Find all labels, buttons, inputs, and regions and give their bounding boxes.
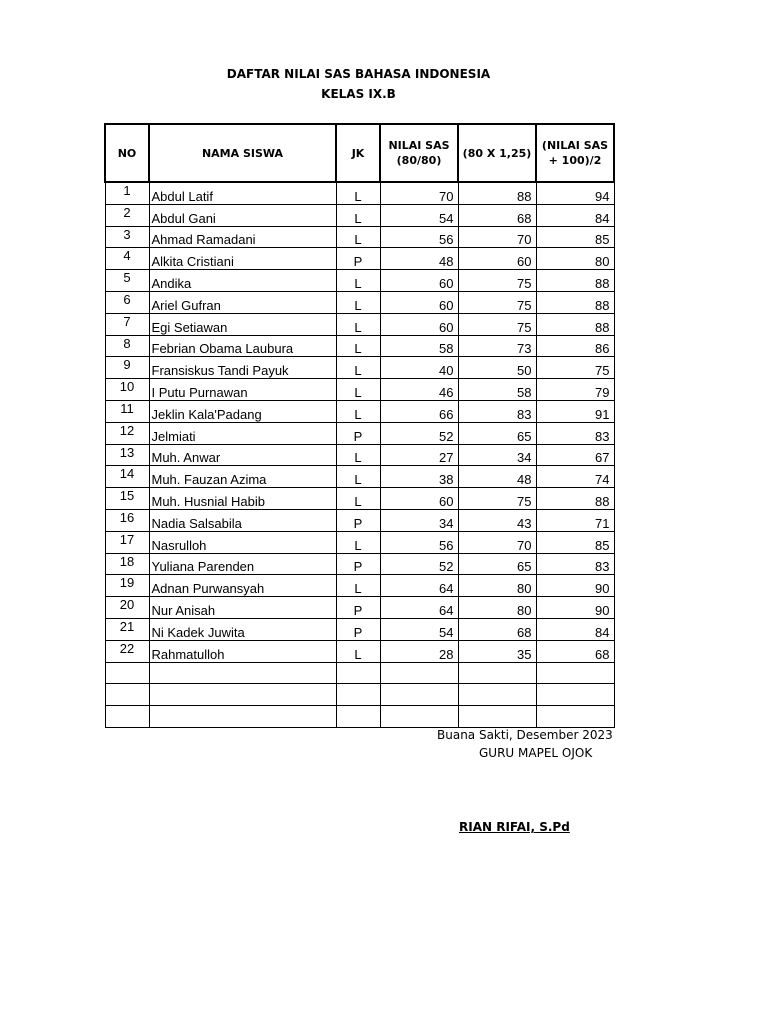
cell-kali — [458, 706, 536, 728]
table-row — [105, 553, 614, 575]
cell-nilai-sas: 70 — [380, 182, 458, 204]
table-row — [105, 466, 614, 488]
header-kali: (80 X 1,25) — [458, 124, 536, 182]
cell-jk: L — [336, 575, 380, 597]
cell-rata: 79 — [536, 379, 614, 401]
signature-role: GURU MAPEL OJOK — [479, 746, 593, 760]
table-row — [105, 444, 614, 466]
cell-no: 22 — [105, 640, 149, 662]
cell-nama-siswa: Nadia Salsabila — [149, 509, 336, 531]
cell-nama-siswa: Febrian Obama Laubura — [149, 335, 336, 357]
table-row — [105, 597, 614, 619]
cell-rata: 68 — [536, 640, 614, 662]
header-no: NO — [105, 124, 149, 182]
cell-kali: 75 — [458, 488, 536, 510]
header-nilai-sas: NILAI SAS (80/80) — [380, 124, 458, 182]
cell-nama-siswa: Ni Kadek Juwita — [149, 618, 336, 640]
cell-nama-siswa: Abdul Latif — [149, 182, 336, 204]
cell-no: 16 — [105, 509, 149, 531]
cell-no — [105, 706, 149, 728]
cell-rata: 91 — [536, 400, 614, 422]
table-row — [105, 226, 614, 248]
cell-jk: P — [336, 248, 380, 270]
cell-jk: L — [336, 270, 380, 292]
cell-no: 3 — [105, 226, 149, 248]
cell-jk — [336, 684, 380, 706]
cell-no: 11 — [105, 400, 149, 422]
cell-jk: L — [336, 400, 380, 422]
cell-jk: L — [336, 379, 380, 401]
cell-nilai-sas: 64 — [380, 597, 458, 619]
cell-no: 4 — [105, 248, 149, 270]
cell-kali: 75 — [458, 313, 536, 335]
cell-kali: 75 — [458, 270, 536, 292]
header-rata: (NILAI SAS + 100)/2 — [536, 124, 614, 182]
table-row — [105, 313, 614, 335]
cell-no: 21 — [105, 618, 149, 640]
cell-no: 13 — [105, 444, 149, 466]
grades-table — [104, 123, 615, 728]
cell-nilai-sas: 28 — [380, 640, 458, 662]
cell-no: 1 — [105, 182, 149, 204]
cell-rata: 88 — [536, 270, 614, 292]
cell-nama-siswa: Yuliana Parenden — [149, 553, 336, 575]
cell-rata: 84 — [536, 618, 614, 640]
cell-no: 5 — [105, 270, 149, 292]
cell-rata: 94 — [536, 182, 614, 204]
cell-jk: P — [336, 553, 380, 575]
cell-no — [105, 662, 149, 684]
cell-jk: P — [336, 597, 380, 619]
cell-no: 9 — [105, 357, 149, 379]
document-title: DAFTAR NILAI SAS BAHASA INDONESIA — [226, 67, 491, 81]
cell-nama-siswa: Rahmatulloh — [149, 640, 336, 662]
class-subtitle: KELAS IX.B — [321, 87, 396, 101]
cell-nilai-sas: 60 — [380, 488, 458, 510]
table-row — [105, 357, 614, 379]
cell-jk: L — [336, 182, 380, 204]
cell-nilai-sas: 60 — [380, 270, 458, 292]
cell-kali: 80 — [458, 597, 536, 619]
cell-rata: 84 — [536, 204, 614, 226]
cell-nama-siswa: Ariel Gufran — [149, 291, 336, 313]
cell-jk — [336, 706, 380, 728]
table-header-row — [105, 124, 614, 182]
cell-nama-siswa: Nur Anisah — [149, 597, 336, 619]
signature-name: RIAN RIFAI, S.Pd — [459, 820, 570, 834]
cell-rata: 83 — [536, 422, 614, 444]
cell-nilai-sas: 66 — [380, 400, 458, 422]
cell-kali: 65 — [458, 422, 536, 444]
cell-nama-siswa: Adnan Purwansyah — [149, 575, 336, 597]
cell-jk: L — [336, 291, 380, 313]
cell-nama-siswa: Muh. Anwar — [149, 444, 336, 466]
cell-nama-siswa: Alkita Cristiani — [149, 248, 336, 270]
cell-nilai-sas: 58 — [380, 335, 458, 357]
cell-jk: L — [336, 204, 380, 226]
cell-no: 17 — [105, 531, 149, 553]
cell-kali: 48 — [458, 466, 536, 488]
cell-nama-siswa: Muh. Fauzan Azima — [149, 466, 336, 488]
cell-nilai-sas: 56 — [380, 226, 458, 248]
cell-rata — [536, 684, 614, 706]
cell-no: 2 — [105, 204, 149, 226]
cell-no — [105, 684, 149, 706]
cell-jk: P — [336, 422, 380, 444]
table-row — [105, 335, 614, 357]
cell-no: 19 — [105, 575, 149, 597]
cell-jk: P — [336, 509, 380, 531]
cell-kali: 65 — [458, 553, 536, 575]
cell-no: 12 — [105, 422, 149, 444]
cell-nama-siswa — [149, 684, 336, 706]
cell-rata: 88 — [536, 488, 614, 510]
table-row — [105, 575, 614, 597]
cell-jk: L — [336, 357, 380, 379]
cell-nilai-sas: 38 — [380, 466, 458, 488]
cell-nilai-sas: 60 — [380, 291, 458, 313]
cell-no: 7 — [105, 313, 149, 335]
table-row — [105, 270, 614, 292]
cell-rata: 67 — [536, 444, 614, 466]
cell-nilai-sas: 54 — [380, 618, 458, 640]
cell-nama-siswa — [149, 706, 336, 728]
table-row — [105, 291, 614, 313]
cell-nilai-sas: 27 — [380, 444, 458, 466]
header-nama-siswa: NAMA SISWA — [149, 124, 336, 182]
cell-kali: 80 — [458, 575, 536, 597]
cell-kali: 73 — [458, 335, 536, 357]
cell-no: 8 — [105, 335, 149, 357]
table-row — [105, 248, 614, 270]
cell-kali: 50 — [458, 357, 536, 379]
header-jk: JK — [336, 124, 380, 182]
cell-rata: 80 — [536, 248, 614, 270]
table-row — [105, 488, 614, 510]
cell-kali — [458, 662, 536, 684]
cell-jk: L — [336, 444, 380, 466]
cell-nama-siswa: Muh. Husnial Habib — [149, 488, 336, 510]
cell-kali: 68 — [458, 204, 536, 226]
signature-place-date: Buana Sakti, Desember 2023 — [437, 728, 613, 742]
cell-jk: L — [336, 335, 380, 357]
table-row — [105, 204, 614, 226]
table-row — [105, 684, 614, 706]
cell-nilai-sas: 34 — [380, 509, 458, 531]
cell-no: 15 — [105, 488, 149, 510]
cell-jk: L — [336, 313, 380, 335]
cell-no: 14 — [105, 466, 149, 488]
cell-nilai-sas — [380, 706, 458, 728]
cell-nama-siswa: Jeklin Kala'Padang — [149, 400, 336, 422]
cell-rata: 88 — [536, 313, 614, 335]
cell-kali: 43 — [458, 509, 536, 531]
cell-jk: L — [336, 488, 380, 510]
cell-no: 20 — [105, 597, 149, 619]
cell-kali: 70 — [458, 531, 536, 553]
cell-jk: P — [336, 618, 380, 640]
cell-nama-siswa: Nasrulloh — [149, 531, 336, 553]
table-row — [105, 509, 614, 531]
cell-nilai-sas: 56 — [380, 531, 458, 553]
cell-nilai-sas: 64 — [380, 575, 458, 597]
cell-nilai-sas: 60 — [380, 313, 458, 335]
cell-rata: 85 — [536, 226, 614, 248]
cell-rata: 86 — [536, 335, 614, 357]
cell-jk: L — [336, 640, 380, 662]
table-row — [105, 706, 614, 728]
cell-rata: 90 — [536, 575, 614, 597]
cell-kali: 70 — [458, 226, 536, 248]
cell-jk: L — [336, 531, 380, 553]
cell-rata: 74 — [536, 466, 614, 488]
cell-nilai-sas — [380, 662, 458, 684]
cell-nilai-sas: 52 — [380, 553, 458, 575]
cell-nilai-sas: 52 — [380, 422, 458, 444]
cell-nama-siswa: I Putu Purnawan — [149, 379, 336, 401]
cell-kali: 35 — [458, 640, 536, 662]
cell-kali — [458, 684, 536, 706]
cell-nilai-sas: 48 — [380, 248, 458, 270]
cell-nilai-sas: 54 — [380, 204, 458, 226]
cell-nilai-sas: 46 — [380, 379, 458, 401]
cell-nilai-sas — [380, 684, 458, 706]
cell-nama-siswa — [149, 662, 336, 684]
cell-kali: 83 — [458, 400, 536, 422]
cell-nilai-sas: 40 — [380, 357, 458, 379]
table-row — [105, 182, 614, 204]
cell-nama-siswa: Fransiskus Tandi Payuk — [149, 357, 336, 379]
table-row — [105, 618, 614, 640]
cell-kali: 34 — [458, 444, 536, 466]
cell-no: 10 — [105, 379, 149, 401]
cell-rata — [536, 662, 614, 684]
table-row — [105, 640, 614, 662]
cell-jk — [336, 662, 380, 684]
cell-rata: 71 — [536, 509, 614, 531]
cell-kali: 75 — [458, 291, 536, 313]
cell-nama-siswa: Andika — [149, 270, 336, 292]
cell-nama-siswa: Abdul Gani — [149, 204, 336, 226]
cell-kali: 60 — [458, 248, 536, 270]
table-row — [105, 422, 614, 444]
cell-kali: 68 — [458, 618, 536, 640]
table-row — [105, 662, 614, 684]
table-row — [105, 531, 614, 553]
cell-rata: 90 — [536, 597, 614, 619]
cell-rata — [536, 706, 614, 728]
cell-kali: 58 — [458, 379, 536, 401]
cell-rata: 88 — [536, 291, 614, 313]
cell-nama-siswa: Jelmiati — [149, 422, 336, 444]
cell-rata: 75 — [536, 357, 614, 379]
cell-nama-siswa: Ahmad Ramadani — [149, 226, 336, 248]
cell-rata: 85 — [536, 531, 614, 553]
table-row — [105, 400, 614, 422]
cell-no: 6 — [105, 291, 149, 313]
cell-jk: L — [336, 226, 380, 248]
cell-nama-siswa: Egi Setiawan — [149, 313, 336, 335]
cell-no: 18 — [105, 553, 149, 575]
table-row — [105, 379, 614, 401]
cell-jk: L — [336, 466, 380, 488]
cell-rata: 83 — [536, 553, 614, 575]
cell-kali: 88 — [458, 182, 536, 204]
